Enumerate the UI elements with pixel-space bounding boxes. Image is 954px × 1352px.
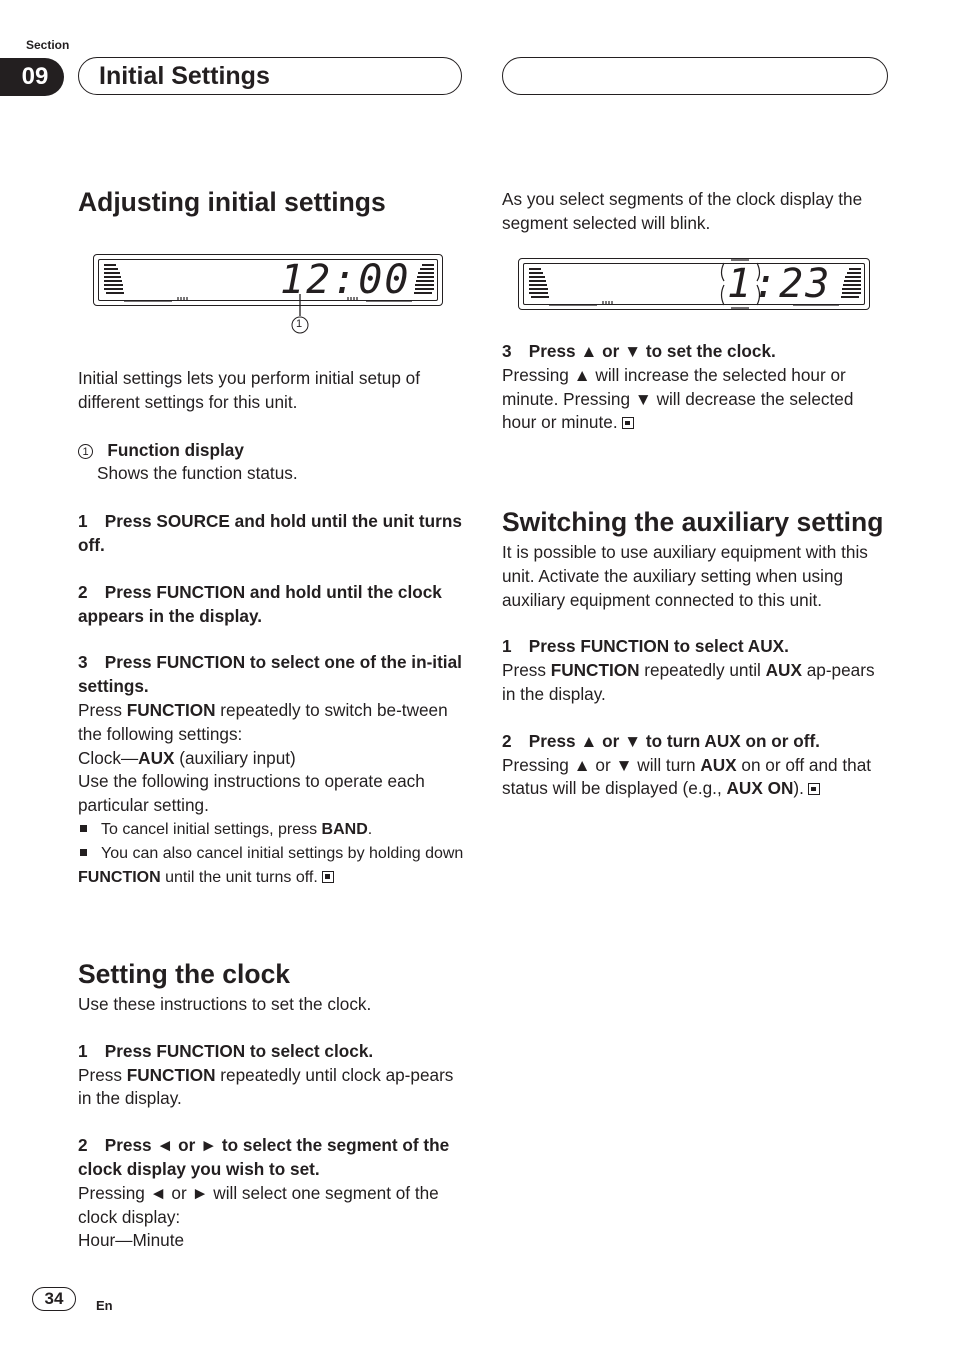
clock-step-2-heading: 2 Press ◄ or ► to select the segment of the clock display you wish to set. — [78, 1135, 450, 1179]
step-3-text-2: Clock—AUX (auxiliary input) — [78, 747, 296, 768]
function-display-illustration — [93, 254, 443, 306]
step-1-heading: 1 Press SOURCE and hold until the unit turns off. — [78, 511, 462, 555]
aux-step-2-text: Pressing ▲ or ▼ will turn AUX on or off and that status will be displayed (e.g., AUX ON). — [502, 754, 872, 799]
end-mark-icon — [622, 417, 634, 429]
clock-step-3-text: Pressing ▲ will increase the selected hour or minute. Pressing ▼ will decrease the selected hour or minute. — [502, 364, 854, 433]
callout-number: 1 — [296, 318, 303, 330]
step-3-text-3: Use the following instructions to operate each particular setting. — [78, 771, 425, 816]
aux-step-1-heading: 1 Press FUNCTION to select AUX. — [502, 636, 789, 657]
bullet-cancel: To cancel initial settings, press BAND. — [78, 818, 468, 842]
header-empty-box — [502, 57, 888, 95]
callout-line-icon — [290, 294, 310, 340]
left-column-top — [78, 186, 468, 218]
clock-step-2-text: Pressing ◄ or ► will select one segment of the clock display: — [78, 1182, 439, 1227]
circled-number: 1 — [78, 444, 93, 459]
aux-step-1-text: Press FUNCTION repeatedly until AUX ap-pears in the display. — [502, 660, 875, 704]
aux-intro: It is possible to use auxiliary equipment with this unit. Activate the auxiliary setting when using auxiliary equipment connected to this unit. — [502, 542, 868, 610]
step-2-heading: 2 Press FUNCTION and hold until the clock appears in the display. — [78, 581, 442, 626]
right-column-body — [502, 340, 892, 435]
section-number-badge: 09 — [0, 58, 64, 96]
clock-digits: 12:00 — [280, 257, 411, 303]
right-column-top — [502, 188, 892, 236]
clock-step-2-sequence: Hour—Minute — [78, 1230, 185, 1251]
function-display-title: Function display — [107, 439, 244, 460]
heading-switching-auxiliary: Switching the auxiliary setting — [502, 507, 884, 537]
heading-adjusting-initial-settings: Adjusting initial settings — [78, 187, 386, 217]
clock-display-illustration — [518, 258, 870, 310]
bullet-square-icon — [80, 849, 87, 856]
clock-step-1-heading: 1 Press FUNCTION to select clock. — [78, 1040, 374, 1061]
aux-step-2-heading: 2 Press ▲ or ▼ to turn AUX on or off. — [502, 730, 820, 751]
clock-step-3-heading: 3 Press ▲ or ▼ to set the clock. — [502, 341, 776, 361]
function-display-label — [78, 439, 468, 463]
step-3-text-1: Press FUNCTION repeatedly to switch be-tween the following settings: — [78, 699, 448, 744]
left-column-body — [78, 367, 468, 889]
right-column-aux — [502, 506, 902, 801]
step-3-heading: 3 Press FUNCTION to select one of the in-itial settings. — [78, 652, 462, 697]
function-display-desc: Shows the function status. — [97, 463, 298, 484]
clock-intro: Use these instructions to set the clock. — [78, 994, 372, 1014]
clock-digits-blinking: 1:23 — [727, 261, 832, 307]
section-label: Section — [26, 38, 70, 52]
clock-step-1-text: Press FUNCTION repeatedly until clock ap-pears in the display. — [78, 1064, 454, 1109]
blink-paragraph: As you select segments of the clock display the segment selected will blink. — [502, 189, 863, 233]
bullet-hold: You can also cancel initial settings by holding down FUNCTION until the unit turns off. — [78, 844, 464, 886]
end-mark-icon — [808, 783, 820, 795]
intro-paragraph: Initial settings lets you perform initial setup of different settings for this unit. — [78, 368, 421, 412]
section-title: Initial Settings — [78, 57, 462, 95]
bullet-square-icon — [80, 825, 87, 832]
page-number: 34 — [32, 1287, 76, 1311]
end-mark-icon — [322, 871, 334, 883]
left-column-clock — [78, 958, 468, 1253]
heading-setting-the-clock: Setting the clock — [78, 959, 291, 989]
language-label: En — [96, 1298, 113, 1313]
